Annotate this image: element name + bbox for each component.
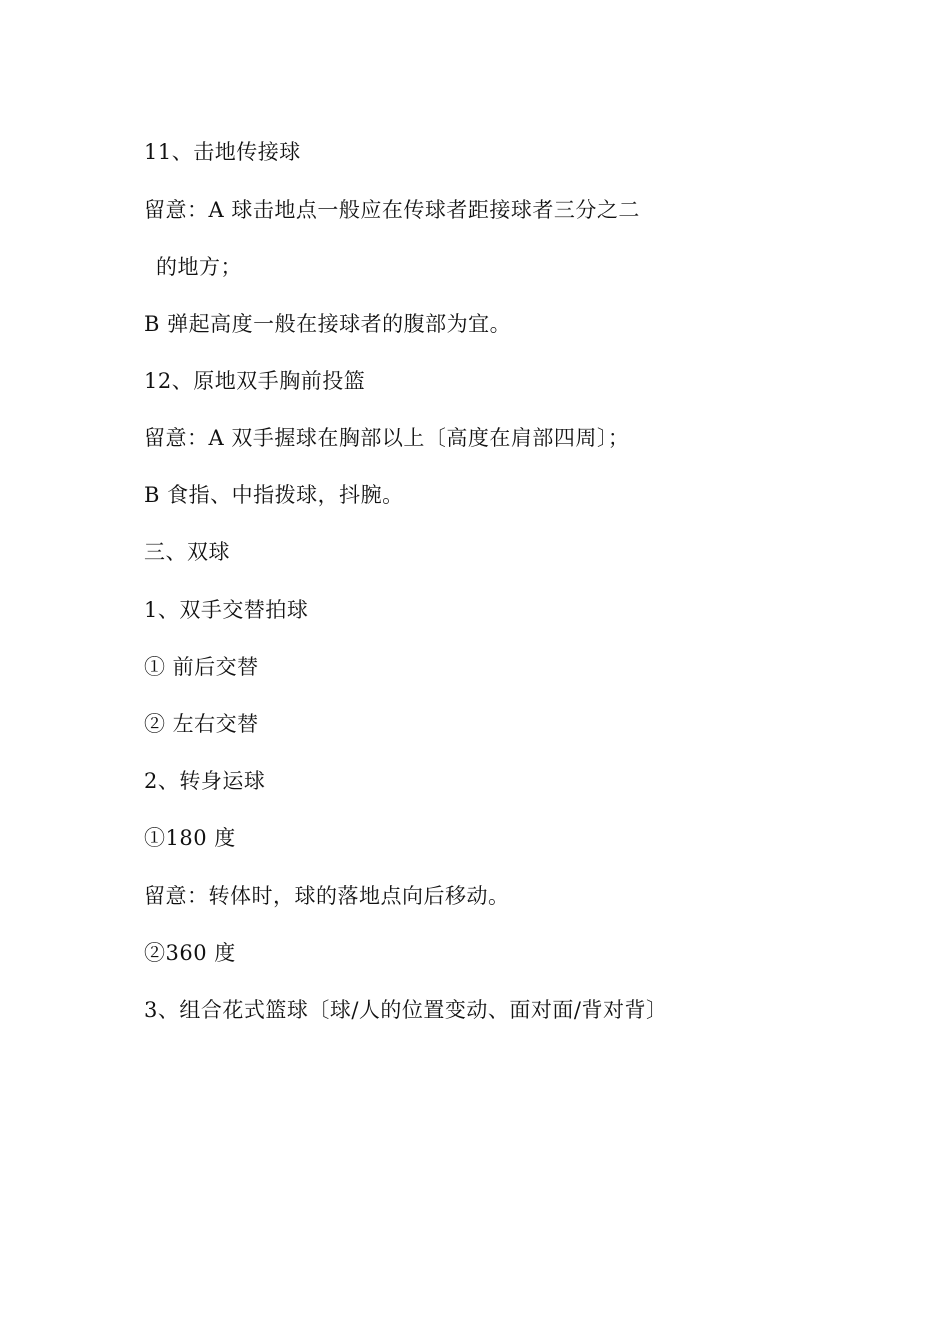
list-item: ② 左右交替 bbox=[144, 712, 259, 736]
note-line: B 食指、中指拨球，抖腕。 bbox=[144, 483, 404, 507]
list-item: ① 前后交替 bbox=[144, 655, 259, 679]
note-continuation: 的地方； bbox=[156, 255, 242, 279]
subheading-2: 2、转身运球 bbox=[144, 769, 266, 793]
section-heading-12: 12、原地双手胸前投篮 bbox=[144, 369, 366, 393]
list-item: ①180 度 bbox=[144, 826, 236, 850]
section-heading-3: 三、双球 bbox=[144, 540, 230, 564]
note-line: B 弹起高度一般在接球者的腹部为宜。 bbox=[144, 312, 512, 336]
note-line: 留意：A 双手握球在胸部以上〔高度在肩部四周〕； bbox=[144, 426, 630, 450]
note-line: 留意：A 球击地点一般应在传球者距接球者三分之二 bbox=[144, 198, 640, 222]
subheading-1: 1、双手交替拍球 bbox=[144, 598, 309, 622]
note-line: 留意：转体时，球的落地点向后移动。 bbox=[144, 884, 510, 908]
section-heading-11: 11、击地传接球 bbox=[144, 140, 301, 164]
list-item: ②360 度 bbox=[144, 941, 236, 965]
subheading-3: 3、组合花式篮球〔球/人的位置变动、面对面/背对背〕 bbox=[144, 998, 668, 1022]
